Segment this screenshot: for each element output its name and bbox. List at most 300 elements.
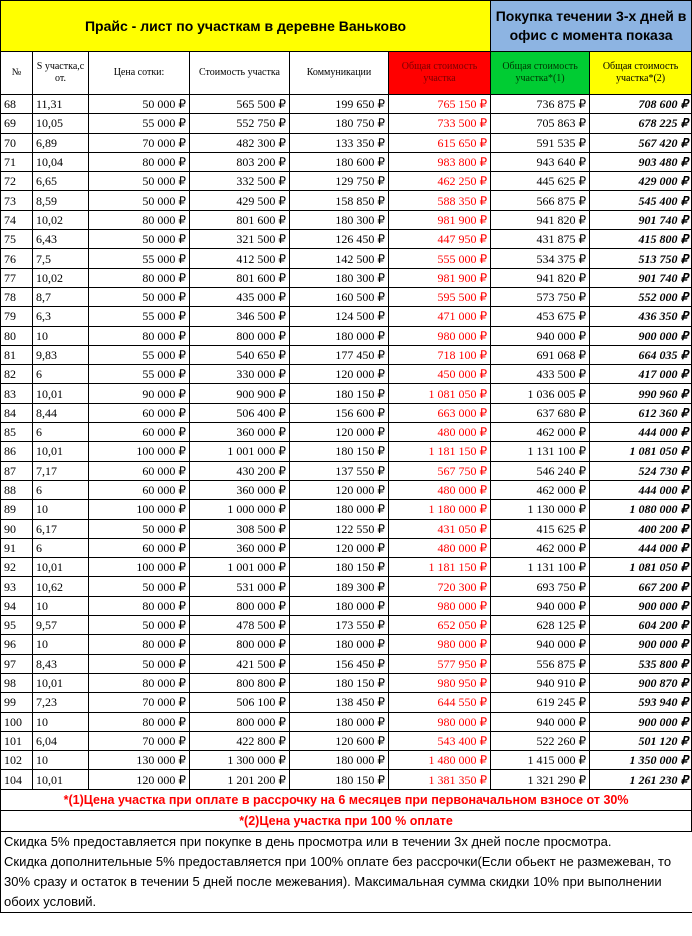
plot-cost-cell: 360 000 ₽: [190, 538, 290, 557]
total-full-payment-cell: 900 870 ₽: [590, 673, 692, 692]
table-row: [1, 751, 692, 770]
total-installment-cell: 1 036 005 ₽: [491, 384, 590, 403]
total-full-payment-cell: 429 000 ₽: [590, 172, 692, 191]
total-installment-cell: 1 131 100 ₽: [491, 442, 590, 461]
plot-number-cell: 68: [1, 95, 33, 114]
utilities-cost-cell: 129 750 ₽: [290, 172, 389, 191]
plot-number-cell: 78: [1, 287, 33, 306]
total-installment-cell: 462 000 ₽: [491, 538, 590, 557]
plot-area-cell: 10,62: [33, 577, 89, 596]
plot-number-cell: 69: [1, 114, 33, 133]
total-full-payment-cell: 900 000 ₽: [590, 596, 692, 615]
total-full-payment-cell: 1 081 050 ₽: [590, 558, 692, 577]
plot-number-cell: 83: [1, 384, 33, 403]
table-row: [1, 673, 692, 692]
col-header-area: S участка,с от.: [33, 52, 89, 95]
plot-area-cell: 7,17: [33, 461, 89, 480]
plot-cost-cell: 1 000 000 ₽: [190, 500, 290, 519]
plot-area-cell: 10,02: [33, 210, 89, 229]
discount-condition-2: Скидка дополнительные 5% предоставляется при 100% оплате без рассрочки(Если обьект не размежеван, то 30% сразу и остаток в течении 5 дней после межевания). Максимальная сумма скидки 10% при выполнении обоих условий.: [4, 853, 672, 909]
plot-cost-cell: 801 600 ₽: [190, 210, 290, 229]
total-cost-cell: 555 000 ₽: [389, 249, 491, 268]
price-per-sotka-cell: 100 000 ₽: [89, 558, 190, 577]
total-full-payment-cell: 444 000 ₽: [590, 480, 692, 499]
plot-area-cell: 10,01: [33, 558, 89, 577]
plot-number-cell: 73: [1, 191, 33, 210]
price-per-sotka-cell: 100 000 ₽: [89, 500, 190, 519]
plot-cost-cell: 332 500 ₽: [190, 172, 290, 191]
plot-area-cell: 10,05: [33, 114, 89, 133]
total-full-payment-cell: 604 200 ₽: [590, 616, 692, 635]
price-per-sotka-cell: 50 000 ₽: [89, 577, 190, 596]
total-cost-cell: 980 000 ₽: [389, 712, 491, 731]
plot-area-cell: 6,89: [33, 133, 89, 152]
total-full-payment-cell: 900 000 ₽: [590, 326, 692, 345]
price-per-sotka-cell: 50 000 ₽: [89, 519, 190, 538]
plot-cost-cell: 800 000 ₽: [190, 712, 290, 731]
utilities-cost-cell: 199 650 ₽: [290, 95, 389, 114]
plot-number-cell: 77: [1, 268, 33, 287]
price-per-sotka-cell: 60 000 ₽: [89, 423, 190, 442]
table-row: [1, 152, 692, 171]
col-header-num: №: [1, 52, 33, 95]
utilities-cost-cell: 160 500 ₽: [290, 287, 389, 306]
plot-cost-cell: 800 000 ₽: [190, 635, 290, 654]
table-row: [1, 326, 692, 345]
price-per-sotka-cell: 55 000 ₽: [89, 307, 190, 326]
plot-area-cell: 11,31: [33, 95, 89, 114]
col-header-plot-cost: Стоимость участка: [190, 52, 290, 95]
plot-area-cell: 6,04: [33, 731, 89, 750]
plot-cost-cell: 540 650 ₽: [190, 345, 290, 364]
page-title: Прайс - лист по участкам в деревне Ваньково: [1, 1, 491, 52]
table-row: [1, 114, 692, 133]
utilities-cost-cell: 180 750 ₽: [290, 114, 389, 133]
price-per-sotka-cell: 60 000 ₽: [89, 403, 190, 422]
plot-cost-cell: 800 800 ₽: [190, 673, 290, 692]
total-full-payment-cell: 901 740 ₽: [590, 210, 692, 229]
total-full-payment-cell: 664 035 ₽: [590, 345, 692, 364]
total-installment-cell: 566 875 ₽: [491, 191, 590, 210]
plot-number-cell: 86: [1, 442, 33, 461]
note-installment: *(1)Цена участка при оплате в рассрочку на 6 месяцев при первоначальном взносе от 30%: [1, 789, 692, 810]
total-installment-cell: 445 625 ₽: [491, 172, 590, 191]
total-installment-cell: 431 875 ₽: [491, 230, 590, 249]
plot-area-cell: 9,57: [33, 616, 89, 635]
total-cost-cell: 577 950 ₽: [389, 654, 491, 673]
price-per-sotka-cell: 55 000 ₽: [89, 365, 190, 384]
plot-area-cell: 10: [33, 326, 89, 345]
title-row: [1, 1, 692, 52]
total-installment-cell: 693 750 ₽: [491, 577, 590, 596]
price-per-sotka-cell: 90 000 ₽: [89, 384, 190, 403]
plot-number-cell: 90: [1, 519, 33, 538]
plot-number-cell: 89: [1, 500, 33, 519]
total-cost-cell: 431 050 ₽: [389, 519, 491, 538]
price-per-sotka-cell: 130 000 ₽: [89, 751, 190, 770]
table-row: [1, 403, 692, 422]
total-cost-cell: 980 000 ₽: [389, 635, 491, 654]
plot-area-cell: 6,65: [33, 172, 89, 191]
plot-cost-cell: 803 200 ₽: [190, 152, 290, 171]
table-row: [1, 616, 692, 635]
plot-number-cell: 80: [1, 326, 33, 345]
plot-area-cell: 6,17: [33, 519, 89, 538]
plot-number-cell: 104: [1, 770, 33, 789]
plot-cost-cell: 1 201 200 ₽: [190, 770, 290, 789]
total-installment-cell: 941 820 ₽: [491, 210, 590, 229]
total-cost-cell: 1 181 150 ₽: [389, 442, 491, 461]
total-full-payment-cell: 903 480 ₽: [590, 152, 692, 171]
price-per-sotka-cell: 80 000 ₽: [89, 712, 190, 731]
price-per-sotka-cell: 50 000 ₽: [89, 191, 190, 210]
total-full-payment-cell: 415 800 ₽: [590, 230, 692, 249]
note-full-payment-row: [1, 810, 692, 831]
table-row: [1, 577, 692, 596]
plot-number-cell: 79: [1, 307, 33, 326]
total-full-payment-cell: 901 740 ₽: [590, 268, 692, 287]
plot-cost-cell: 506 100 ₽: [190, 693, 290, 712]
total-installment-cell: 940 000 ₽: [491, 712, 590, 731]
table-row: [1, 95, 692, 114]
table-row: [1, 693, 692, 712]
total-installment-cell: 1 131 100 ₽: [491, 558, 590, 577]
utilities-cost-cell: 120 000 ₽: [290, 365, 389, 384]
total-full-payment-cell: 444 000 ₽: [590, 538, 692, 557]
plot-area-cell: 10: [33, 635, 89, 654]
plot-cost-cell: 482 300 ₽: [190, 133, 290, 152]
plot-number-cell: 88: [1, 480, 33, 499]
price-per-sotka-cell: 80 000 ₽: [89, 152, 190, 171]
plot-area-cell: 10,01: [33, 770, 89, 789]
utilities-cost-cell: 133 350 ₽: [290, 133, 389, 152]
table-row: [1, 654, 692, 673]
total-installment-cell: 691 068 ₽: [491, 345, 590, 364]
price-per-sotka-cell: 50 000 ₽: [89, 616, 190, 635]
plot-cost-cell: 1 300 000 ₽: [190, 751, 290, 770]
table-row: [1, 461, 692, 480]
table-row: [1, 268, 692, 287]
price-per-sotka-cell: 50 000 ₽: [89, 654, 190, 673]
col-header-total: Общая стоимость участка: [389, 52, 491, 95]
plot-number-cell: 85: [1, 423, 33, 442]
table-row: [1, 635, 692, 654]
total-full-payment-cell: 1 261 230 ₽: [590, 770, 692, 789]
utilities-cost-cell: 173 550 ₽: [290, 616, 389, 635]
total-cost-cell: 644 550 ₽: [389, 693, 491, 712]
total-full-payment-cell: 900 000 ₽: [590, 712, 692, 731]
plot-area-cell: 10: [33, 751, 89, 770]
total-full-payment-cell: 708 600 ₽: [590, 95, 692, 114]
total-full-payment-cell: 545 400 ₽: [590, 191, 692, 210]
total-installment-cell: 1 415 000 ₽: [491, 751, 590, 770]
total-installment-cell: 940 910 ₽: [491, 673, 590, 692]
plot-cost-cell: 800 000 ₽: [190, 326, 290, 345]
utilities-cost-cell: 180 150 ₽: [290, 673, 389, 692]
price-per-sotka-cell: 80 000 ₽: [89, 210, 190, 229]
total-cost-cell: 480 000 ₽: [389, 480, 491, 499]
plot-cost-cell: 1 001 000 ₽: [190, 442, 290, 461]
table-row: [1, 596, 692, 615]
table-row: [1, 345, 692, 364]
plot-area-cell: 10: [33, 712, 89, 731]
price-per-sotka-cell: 60 000 ₽: [89, 480, 190, 499]
total-installment-cell: 940 000 ₽: [491, 596, 590, 615]
price-per-sotka-cell: 70 000 ₽: [89, 133, 190, 152]
utilities-cost-cell: 142 500 ₽: [290, 249, 389, 268]
total-installment-cell: 940 000 ₽: [491, 635, 590, 654]
total-cost-cell: 983 800 ₽: [389, 152, 491, 171]
plot-cost-cell: 478 500 ₽: [190, 616, 290, 635]
utilities-cost-cell: 120 000 ₽: [290, 480, 389, 499]
total-installment-cell: 462 000 ₽: [491, 480, 590, 499]
price-per-sotka-cell: 55 000 ₽: [89, 114, 190, 133]
total-full-payment-cell: 501 120 ₽: [590, 731, 692, 750]
plot-area-cell: 6: [33, 480, 89, 499]
plot-number-cell: 70: [1, 133, 33, 152]
col-header-total-full-payment: Общая стоимость участка*(2): [590, 52, 692, 95]
total-full-payment-cell: 436 350 ₽: [590, 307, 692, 326]
total-cost-cell: 1 081 050 ₽: [389, 384, 491, 403]
plot-cost-cell: 412 500 ₽: [190, 249, 290, 268]
total-full-payment-cell: 444 000 ₽: [590, 423, 692, 442]
discount-conditions: [0, 832, 692, 913]
total-full-payment-cell: 400 200 ₽: [590, 519, 692, 538]
table-row: [1, 770, 692, 789]
plot-cost-cell: 900 900 ₽: [190, 384, 290, 403]
price-per-sotka-cell: 60 000 ₽: [89, 461, 190, 480]
price-per-sotka-cell: 80 000 ₽: [89, 268, 190, 287]
plot-area-cell: 10,01: [33, 384, 89, 403]
plot-number-cell: 72: [1, 172, 33, 191]
price-per-sotka-cell: 55 000 ₽: [89, 345, 190, 364]
total-cost-cell: 720 300 ₽: [389, 577, 491, 596]
plot-number-cell: 71: [1, 152, 33, 171]
price-per-sotka-cell: 80 000 ₽: [89, 596, 190, 615]
price-per-sotka-cell: 50 000 ₽: [89, 95, 190, 114]
total-installment-cell: 433 500 ₽: [491, 365, 590, 384]
plot-cost-cell: 552 750 ₽: [190, 114, 290, 133]
total-full-payment-cell: 524 730 ₽: [590, 461, 692, 480]
total-cost-cell: 663 000 ₽: [389, 403, 491, 422]
price-per-sotka-cell: 120 000 ₽: [89, 770, 190, 789]
utilities-cost-cell: 180 150 ₽: [290, 770, 389, 789]
table-row: [1, 558, 692, 577]
utilities-cost-cell: 120 000 ₽: [290, 423, 389, 442]
total-full-payment-cell: 535 800 ₽: [590, 654, 692, 673]
utilities-cost-cell: 120 000 ₽: [290, 538, 389, 557]
utilities-cost-cell: 180 300 ₽: [290, 268, 389, 287]
plot-area-cell: 6: [33, 423, 89, 442]
col-header-total-installment: Общая стоимость участка*(1): [491, 52, 590, 95]
utilities-cost-cell: 137 550 ₽: [290, 461, 389, 480]
total-installment-cell: 736 875 ₽: [491, 95, 590, 114]
utilities-cost-cell: 177 450 ₽: [290, 345, 389, 364]
plot-cost-cell: 360 000 ₽: [190, 480, 290, 499]
note-installment-row: [1, 789, 692, 810]
table-row: [1, 442, 692, 461]
plot-number-cell: 84: [1, 403, 33, 422]
plot-cost-cell: 506 400 ₽: [190, 403, 290, 422]
plot-cost-cell: 360 000 ₽: [190, 423, 290, 442]
price-per-sotka-cell: 50 000 ₽: [89, 287, 190, 306]
utilities-cost-cell: 180 150 ₽: [290, 558, 389, 577]
total-installment-cell: 628 125 ₽: [491, 616, 590, 635]
note-full-payment: *(2)Цена участка при 100 % оплате: [1, 810, 692, 831]
utilities-cost-cell: 124 500 ₽: [290, 307, 389, 326]
table-row: [1, 191, 692, 210]
total-installment-cell: 573 750 ₽: [491, 287, 590, 306]
utilities-cost-cell: 126 450 ₽: [290, 230, 389, 249]
total-cost-cell: 765 150 ₽: [389, 95, 491, 114]
total-installment-cell: 619 245 ₽: [491, 693, 590, 712]
plot-area-cell: 8,59: [33, 191, 89, 210]
plot-area-cell: 6,3: [33, 307, 89, 326]
plot-cost-cell: 422 800 ₽: [190, 731, 290, 750]
total-cost-cell: 980 000 ₽: [389, 596, 491, 615]
table-row: [1, 538, 692, 557]
plot-number-cell: 75: [1, 230, 33, 249]
plot-cost-cell: 801 600 ₽: [190, 268, 290, 287]
plot-number-cell: 74: [1, 210, 33, 229]
plot-area-cell: 6: [33, 538, 89, 557]
price-per-sotka-cell: 80 000 ₽: [89, 673, 190, 692]
total-cost-cell: 980 950 ₽: [389, 673, 491, 692]
table-row: [1, 712, 692, 731]
utilities-cost-cell: 180 000 ₽: [290, 712, 389, 731]
total-installment-cell: 415 625 ₽: [491, 519, 590, 538]
utilities-cost-cell: 180 000 ₽: [290, 326, 389, 345]
table-row: [1, 480, 692, 499]
total-full-payment-cell: 990 960 ₽: [590, 384, 692, 403]
table-row: [1, 210, 692, 229]
plot-area-cell: 7,23: [33, 693, 89, 712]
table-row: [1, 731, 692, 750]
plot-number-cell: 81: [1, 345, 33, 364]
plot-area-cell: 6: [33, 365, 89, 384]
total-full-payment-cell: 593 940 ₽: [590, 693, 692, 712]
total-cost-cell: 471 000 ₽: [389, 307, 491, 326]
price-per-sotka-cell: 80 000 ₽: [89, 326, 190, 345]
total-cost-cell: 981 900 ₽: [389, 210, 491, 229]
plot-number-cell: 92: [1, 558, 33, 577]
total-full-payment-cell: 900 000 ₽: [590, 635, 692, 654]
utilities-cost-cell: 180 000 ₽: [290, 751, 389, 770]
total-full-payment-cell: 552 000 ₽: [590, 287, 692, 306]
total-installment-cell: 556 875 ₽: [491, 654, 590, 673]
table-row: [1, 500, 692, 519]
price-per-sotka-cell: 55 000 ₽: [89, 249, 190, 268]
price-per-sotka-cell: 80 000 ₽: [89, 635, 190, 654]
total-installment-cell: 546 240 ₽: [491, 461, 590, 480]
total-installment-cell: 462 000 ₽: [491, 423, 590, 442]
utilities-cost-cell: 180 150 ₽: [290, 384, 389, 403]
total-installment-cell: 943 640 ₽: [491, 152, 590, 171]
utilities-cost-cell: 120 600 ₽: [290, 731, 389, 750]
plot-number-cell: 97: [1, 654, 33, 673]
total-cost-cell: 1 381 350 ₽: [389, 770, 491, 789]
total-cost-cell: 980 000 ₽: [389, 326, 491, 345]
plot-number-cell: 102: [1, 751, 33, 770]
table-row: [1, 519, 692, 538]
price-per-sotka-cell: 50 000 ₽: [89, 172, 190, 191]
total-cost-cell: 718 100 ₽: [389, 345, 491, 364]
utilities-cost-cell: 158 850 ₽: [290, 191, 389, 210]
table-row: [1, 249, 692, 268]
plot-number-cell: 93: [1, 577, 33, 596]
utilities-cost-cell: 156 600 ₽: [290, 403, 389, 422]
plot-number-cell: 82: [1, 365, 33, 384]
total-full-payment-cell: 417 000 ₽: [590, 365, 692, 384]
plot-cost-cell: 321 500 ₽: [190, 230, 290, 249]
price-per-sotka-cell: 50 000 ₽: [89, 230, 190, 249]
total-full-payment-cell: 513 750 ₽: [590, 249, 692, 268]
utilities-cost-cell: 180 000 ₽: [290, 500, 389, 519]
plot-area-cell: 10,02: [33, 268, 89, 287]
plot-area-cell: 10,01: [33, 673, 89, 692]
total-cost-cell: 462 250 ₽: [389, 172, 491, 191]
discount-condition-1: Скидка 5% предоставляется при покупке в день просмотра или в течении 3х дней после просмотра.: [4, 833, 612, 849]
plot-cost-cell: 800 000 ₽: [190, 596, 290, 615]
total-full-payment-cell: 612 360 ₽: [590, 403, 692, 422]
column-header-row: [1, 52, 692, 95]
table-row: [1, 365, 692, 384]
total-full-payment-cell: 1 080 000 ₽: [590, 500, 692, 519]
price-per-sotka-cell: 60 000 ₽: [89, 538, 190, 557]
total-installment-cell: 941 820 ₽: [491, 268, 590, 287]
plot-number-cell: 101: [1, 731, 33, 750]
plot-area-cell: 6,43: [33, 230, 89, 249]
total-cost-cell: 1 180 000 ₽: [389, 500, 491, 519]
plot-area-cell: 8,44: [33, 403, 89, 422]
total-installment-cell: 1 130 000 ₽: [491, 500, 590, 519]
table-row: [1, 230, 692, 249]
total-installment-cell: 705 863 ₽: [491, 114, 590, 133]
plot-cost-cell: 435 000 ₽: [190, 287, 290, 306]
plot-area-cell: 7,5: [33, 249, 89, 268]
price-per-sotka-cell: 70 000 ₽: [89, 693, 190, 712]
total-cost-cell: 1 181 150 ₽: [389, 558, 491, 577]
utilities-cost-cell: 180 600 ₽: [290, 152, 389, 171]
total-installment-cell: 591 535 ₽: [491, 133, 590, 152]
plot-area-cell: 8,43: [33, 654, 89, 673]
plot-number-cell: 98: [1, 673, 33, 692]
total-cost-cell: 1 480 000 ₽: [389, 751, 491, 770]
plot-number-cell: 87: [1, 461, 33, 480]
utilities-cost-cell: 180 150 ₽: [290, 442, 389, 461]
total-cost-cell: 595 500 ₽: [389, 287, 491, 306]
plot-number-cell: 91: [1, 538, 33, 557]
plot-area-cell: 10,01: [33, 442, 89, 461]
plot-area-cell: 10: [33, 500, 89, 519]
plot-number-cell: 76: [1, 249, 33, 268]
total-installment-cell: 637 680 ₽: [491, 403, 590, 422]
price-per-sotka-cell: 100 000 ₽: [89, 442, 190, 461]
total-cost-cell: 981 900 ₽: [389, 268, 491, 287]
plot-number-cell: 95: [1, 616, 33, 635]
utilities-cost-cell: 180 000 ₽: [290, 596, 389, 615]
total-cost-cell: 447 950 ₽: [389, 230, 491, 249]
total-full-payment-cell: 667 200 ₽: [590, 577, 692, 596]
plot-area-cell: 9,83: [33, 345, 89, 364]
utilities-cost-cell: 189 300 ₽: [290, 577, 389, 596]
total-cost-cell: 543 400 ₽: [389, 731, 491, 750]
total-installment-cell: 940 000 ₽: [491, 326, 590, 345]
total-cost-cell: 567 750 ₽: [389, 461, 491, 480]
plot-number-cell: 100: [1, 712, 33, 731]
plot-area-cell: 8,7: [33, 287, 89, 306]
col-header-utilities: Коммуникации: [290, 52, 389, 95]
